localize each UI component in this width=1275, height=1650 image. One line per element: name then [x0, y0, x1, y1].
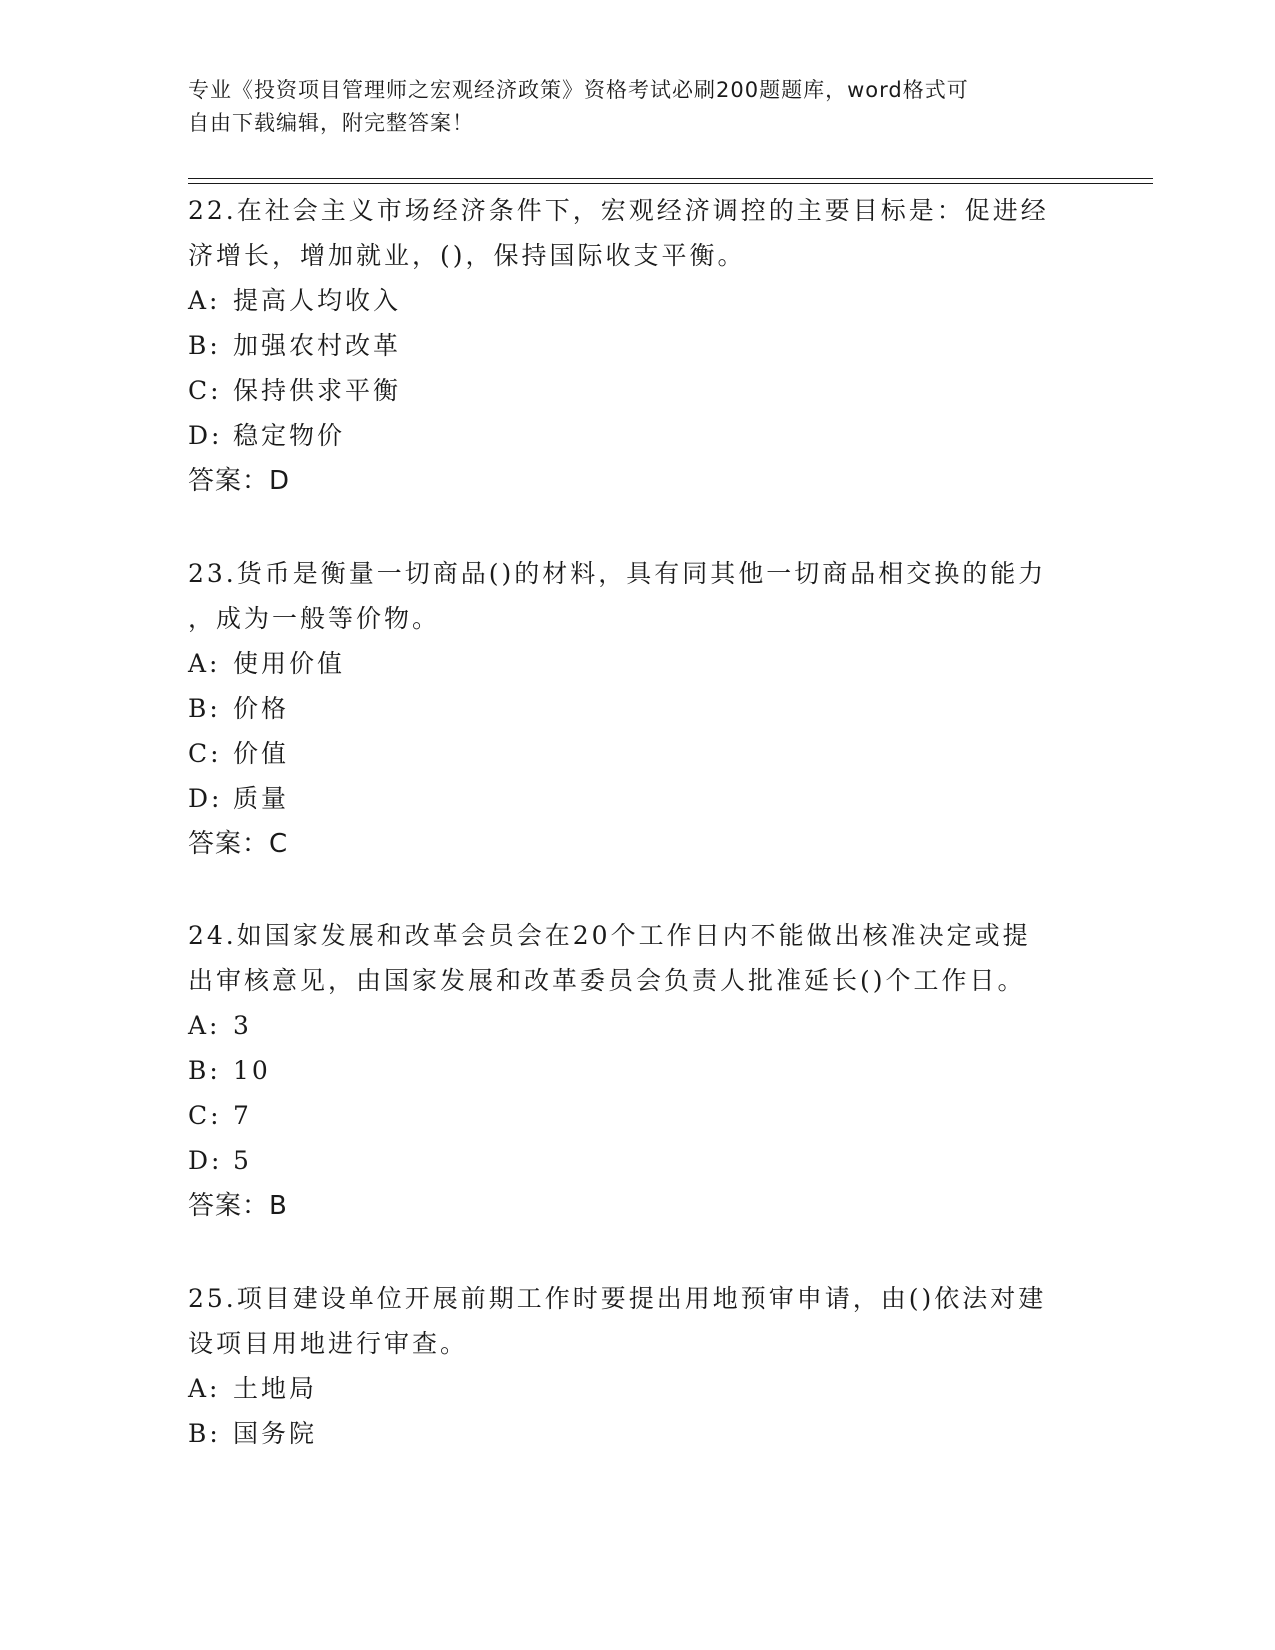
option-c: [188, 368, 1088, 413]
option-letter: D:: [188, 784, 223, 813]
option-letter: A:: [188, 1011, 221, 1040]
option-text: 加强农村改革: [233, 331, 402, 360]
option-a: [188, 641, 1088, 686]
answer: 答案：B: [188, 1191, 288, 1221]
option-letter: A:: [188, 286, 221, 315]
option-d: [188, 776, 1088, 821]
option-text: 5: [233, 1146, 252, 1175]
option-text: 质量: [233, 784, 290, 813]
option-text: 3: [233, 1011, 252, 1040]
option-letter: D:: [188, 1146, 223, 1175]
header-divider-top: [188, 178, 1153, 179]
document-header: [188, 74, 1068, 140]
option-letter: B:: [188, 331, 221, 360]
option-text: 使用价值: [233, 649, 346, 678]
option-a: [188, 278, 1088, 323]
option-b: [188, 323, 1088, 368]
option-text: 7: [233, 1101, 252, 1130]
question-stem-line-1: 22.在社会主义市场经济条件下，宏观经济调控的主要目标是：促进经: [188, 196, 1049, 225]
option-text: 土地局: [233, 1374, 318, 1403]
question-22: [188, 188, 1088, 504]
option-text: 国务院: [233, 1419, 318, 1448]
option-text: 提高人均收入: [233, 286, 402, 315]
option-b: [188, 1048, 1088, 1093]
question-stem-line-2: 设项目用地进行审查。: [188, 1329, 469, 1358]
option-letter: C:: [188, 1101, 222, 1130]
option-d: [188, 413, 1088, 458]
option-text: 10: [233, 1056, 271, 1085]
option-b: [188, 1411, 1088, 1456]
question-stem-line-2: 济增长，增加就业，()，保持国际收支平衡。: [188, 241, 746, 270]
option-text: 稳定物价: [233, 421, 346, 450]
header-divider-bottom: [188, 183, 1153, 184]
question-23: [188, 551, 1088, 867]
question-stem-line-1: 24.如国家发展和改革会员会在20个工作日内不能做出核准决定或提: [188, 921, 1031, 950]
option-letter: C:: [188, 739, 222, 768]
question-24: [188, 913, 1088, 1229]
question-stem-line-2: ，成为一般等价物。: [188, 604, 441, 633]
option-text: 保持供求平衡: [233, 376, 402, 405]
option-a: [188, 1003, 1088, 1048]
option-b: [188, 686, 1088, 731]
option-letter: B:: [188, 1419, 221, 1448]
option-text: 价值: [233, 739, 290, 768]
option-c: [188, 1093, 1088, 1138]
option-letter: C:: [188, 376, 222, 405]
header-line-1: 专业《投资项目管理师之宏观经济政策》资格考试必刷200题题库，word格式可: [188, 78, 969, 102]
option-letter: D:: [188, 421, 223, 450]
question-25: [188, 1276, 1088, 1456]
option-letter: A:: [188, 1374, 221, 1403]
question-stem-line-1: 25.项目建设单位开展前期工作时要提出用地预审申请，由()依法对建: [188, 1284, 1047, 1313]
answer: 答案：D: [188, 466, 291, 496]
option-c: [188, 731, 1088, 776]
option-letter: A:: [188, 649, 221, 678]
option-text: 价格: [233, 694, 290, 723]
option-letter: B:: [188, 694, 221, 723]
option-a: [188, 1366, 1088, 1411]
answer: 答案：C: [188, 829, 289, 859]
question-stem-line-1: 23.货币是衡量一切商品()的材料，具有同其他一切商品相交换的能力: [188, 559, 1047, 588]
question-stem-line-2: 出审核意见，由国家发展和改革委员会负责人批准延长()个工作日。: [188, 966, 1026, 995]
option-letter: B:: [188, 1056, 221, 1085]
header-line-2: 自由下载编辑，附完整答案！: [188, 111, 474, 135]
option-d: [188, 1138, 1088, 1183]
